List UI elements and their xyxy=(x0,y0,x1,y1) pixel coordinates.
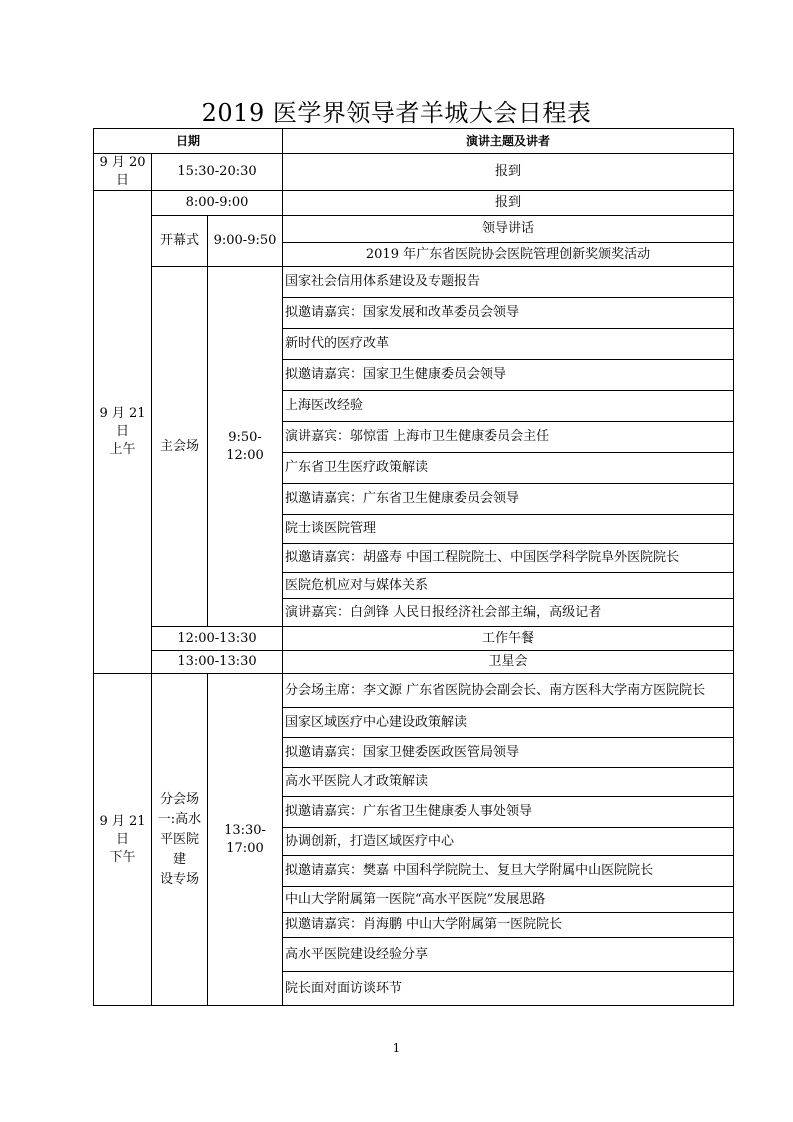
table-row xyxy=(94,651,734,674)
table-row xyxy=(94,191,734,216)
page-title: 2019 医学界领导者羊城大会日程表 xyxy=(201,99,592,127)
item-cell: 拟邀请嘉宾：樊嘉 中国科学院院士、复旦大学附属中山医院院长 xyxy=(283,856,734,887)
item-cell: 演讲嘉宾：邬惊雷 上海市卫生健康委员会主任 xyxy=(283,422,734,453)
date-cell-afternoon xyxy=(94,674,152,1006)
table-row xyxy=(94,267,734,298)
date-line: 9 月 21 日 xyxy=(99,813,146,847)
item-cell: 拟邀请嘉宾：肖海鹏 中山大学附属第一医院院长 xyxy=(283,913,734,938)
item-cell: 广东省卫生医疗政策解读 xyxy=(283,453,734,484)
item-cell: 高水平医院人才政策解读 xyxy=(283,768,734,797)
time-cell: 12:00-13:30 xyxy=(152,627,283,651)
item-cell: 拟邀请嘉宾：广东省卫生健康委员会领导 xyxy=(283,484,734,515)
item-cell: 分会场主席：李文源 广东省医院协会副会长、南方医科大学南方医院院长 xyxy=(283,674,734,708)
page-number: 1 xyxy=(392,1041,401,1055)
item-cell: 新时代的医疗改革 xyxy=(283,329,734,360)
table-row xyxy=(94,674,734,708)
time-cell: 9:00-9:50 xyxy=(208,216,283,267)
header-date: 日期 xyxy=(94,129,283,154)
header-topic: 演讲主题及讲者 xyxy=(283,129,734,154)
venue-line: 设专场 xyxy=(159,871,199,887)
item-cell: 协调创新，打造区域医疗中心 xyxy=(283,828,734,856)
item-cell: 中山大学附属第一医院“高水平医院”发展思路 xyxy=(283,887,734,913)
item-cell: 报到 xyxy=(283,154,734,191)
date-cell-morning xyxy=(94,191,152,674)
table-row xyxy=(94,154,734,191)
item-cell: 拟邀请嘉宾：国家卫健委医政医管局领导 xyxy=(283,738,734,768)
table-row xyxy=(94,216,734,243)
venue-line: 一:高水 xyxy=(157,811,202,827)
item-cell: 国家社会信用体系建设及专题报告 xyxy=(283,267,734,298)
table-header-row xyxy=(94,129,734,154)
item-cell: 报到 xyxy=(283,191,734,216)
time-cell: 9:50-12:00 xyxy=(208,267,283,627)
date-line: 上午 xyxy=(109,442,136,457)
date-cell: 9 月 20 日 xyxy=(94,154,152,191)
item-cell: 2019 年广东省医院协会医院管理创新奖颁奖活动 xyxy=(283,243,734,267)
item-cell: 工作午餐 xyxy=(283,627,734,651)
item-cell: 拟邀请嘉宾：国家卫生健康委员会领导 xyxy=(283,360,734,391)
venue-line: 分会场 xyxy=(159,791,199,807)
time-cell: 13:30-17:00 xyxy=(208,674,283,1006)
item-cell: 领导讲话 xyxy=(283,216,734,243)
venue-cell: 主会场 xyxy=(152,267,208,627)
schedule-table xyxy=(93,128,734,1006)
venue-cell xyxy=(152,674,208,1006)
item-cell: 医院危机应对与媒体关系 xyxy=(283,573,734,599)
venue-cell: 开幕式 xyxy=(152,216,208,267)
item-cell: 拟邀请嘉宾：国家发展和改革委员会领导 xyxy=(283,298,734,329)
item-cell: 院长面对面访谈环节 xyxy=(283,972,734,1006)
time-cell: 15:30-20:30 xyxy=(152,154,283,191)
item-cell: 高水平医院建设经验分享 xyxy=(283,938,734,972)
item-cell: 演讲嘉宾：白剑锋 人民日报经济社会部主编，高级记者 xyxy=(283,599,734,627)
time-cell: 8:00-9:00 xyxy=(152,191,283,216)
table-row xyxy=(94,627,734,651)
item-cell: 卫星会 xyxy=(283,651,734,674)
item-cell: 拟邀请嘉宾：胡盛寿 中国工程院院士、中国医学科学院阜外医院院长 xyxy=(283,544,734,573)
date-line: 9 月 21 日 xyxy=(99,406,146,439)
venue-line: 平医院建 xyxy=(159,831,199,867)
time-cell: 13:00-13:30 xyxy=(152,651,283,674)
date-line: 下午 xyxy=(109,849,136,865)
item-cell: 上海医改经验 xyxy=(283,391,734,422)
item-cell: 国家区域医疗中心建设政策解读 xyxy=(283,708,734,738)
item-cell: 院士谈医院管理 xyxy=(283,515,734,544)
item-cell: 拟邀请嘉宾：广东省卫生健康委人事处领导 xyxy=(283,797,734,828)
